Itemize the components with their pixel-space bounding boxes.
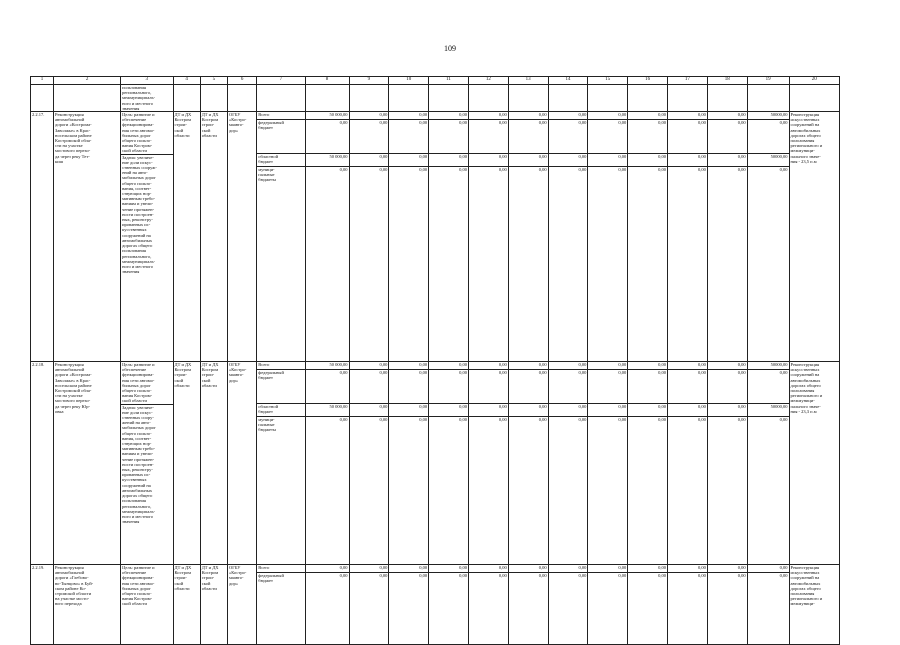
row-value-col-10 <box>389 565 429 645</box>
row-value-col-19 <box>747 362 789 565</box>
funding-value: 0,00 <box>748 120 789 154</box>
row-responsible: ДТ и ДХ Костром строи- ской области <box>173 112 200 362</box>
funding-value: 0,00 <box>588 154 627 167</box>
row-value-col-15 <box>588 565 628 645</box>
column-number-3: 3 <box>121 77 173 85</box>
funding-value: 0,00 <box>549 112 588 120</box>
row-sources <box>257 112 305 362</box>
funding-value: 0,00 <box>628 565 667 573</box>
funding-value: 0,00 <box>509 154 548 167</box>
funding-value: 0,00 <box>389 362 428 370</box>
column-number-17: 17 <box>668 77 708 85</box>
funding-value: 0,00 <box>419 417 428 423</box>
funding-value: 0,00 <box>350 565 389 573</box>
funding-value: 0,00 <box>350 404 389 417</box>
funding-value: 0,00 <box>389 565 428 573</box>
funding-value: 0,00 <box>618 167 627 173</box>
row-sources <box>257 565 305 645</box>
funding-value: 0,00 <box>509 404 548 417</box>
funding-value: 0,00 <box>668 370 707 404</box>
column-number-2: 2 <box>54 77 121 85</box>
column-number-13: 13 <box>508 77 548 85</box>
funding-value: 0,00 <box>658 417 666 423</box>
row-responsible: ДТ и ДХ Костром строи- ской области <box>173 565 200 645</box>
funding-value: 0,00 <box>588 362 627 370</box>
row-responsible: ДТ и ДХ Костром строи- ской области <box>173 362 200 565</box>
funding-value: 0,00 <box>628 154 667 167</box>
funding-value: 0,00 <box>419 573 428 579</box>
funding-source: муници- пальные бюджеты <box>258 417 277 433</box>
funding-value: 0,00 <box>350 370 389 404</box>
funding-value: 0,00 <box>509 565 548 573</box>
row-value-col-16 <box>628 112 668 362</box>
funding-value: 0,00 <box>697 417 706 423</box>
column-number-14: 14 <box>548 77 588 85</box>
funding-source: Всего <box>257 112 304 120</box>
row-sources <box>257 362 305 565</box>
funding-value: 0,00 <box>697 167 706 173</box>
row-value-col-18 <box>707 362 747 565</box>
funding-value: 0,00 <box>779 417 788 423</box>
funding-value: 50000,00 <box>748 362 789 370</box>
funding-value: 0,00 <box>588 565 627 573</box>
funding-value: 0,00 <box>628 120 667 154</box>
funding-value: 0,00 <box>628 112 667 120</box>
funding-value: 0,00 <box>748 370 789 404</box>
row-value-col-9 <box>349 362 389 565</box>
column-number-19: 19 <box>747 77 789 85</box>
column-number-10: 10 <box>389 77 429 85</box>
funding-value: 0,00 <box>708 370 747 404</box>
funding-value: 0,00 <box>779 167 788 173</box>
funding-value: 0,00 <box>350 112 389 120</box>
row-value-col-12 <box>468 565 508 645</box>
funding-value: 0,00 <box>737 417 746 423</box>
column-number-20: 20 <box>789 77 839 85</box>
funding-value: 50000,00 <box>748 404 789 417</box>
row-value-col-17 <box>668 112 708 362</box>
funding-value: 0,00 <box>350 154 389 167</box>
funding-value: 50000,00 <box>748 154 789 167</box>
funding-value: 0,00 <box>708 112 747 120</box>
funding-value: 0,00 <box>588 120 627 154</box>
funding-source: федеральный бюджет <box>258 573 284 584</box>
row-coexecutor: ДТ и ДХ Костром строи- ской области <box>200 362 227 565</box>
table-row <box>31 112 840 362</box>
column-number-15: 15 <box>588 77 628 85</box>
funding-value: 0,00 <box>538 167 547 173</box>
column-number-16: 16 <box>628 77 668 85</box>
row-value-col-14 <box>548 565 588 645</box>
funding-value: 0,00 <box>628 362 667 370</box>
funding-source: Всего <box>257 565 304 573</box>
funding-value: 0,00 <box>306 370 349 404</box>
column-number-18: 18 <box>707 77 747 85</box>
funding-value: 0,00 <box>469 404 508 417</box>
row-value-col-8 <box>305 565 349 645</box>
row-value-col-17 <box>668 565 708 645</box>
row-value-col-13 <box>508 362 548 565</box>
funding-value: 0,00 <box>379 417 388 423</box>
row-value-col-13 <box>508 112 548 362</box>
row-value-col-16 <box>628 565 668 645</box>
program-table <box>30 76 840 645</box>
funding-source: федеральный бюджет <box>257 120 304 154</box>
column-number-4: 4 <box>173 77 200 85</box>
column-number-5: 5 <box>200 77 227 85</box>
funding-value: 0,00 <box>459 573 467 579</box>
funding-value: 0,00 <box>509 370 548 404</box>
funding-value: 0,00 <box>469 362 508 370</box>
row-value-col-12 <box>468 362 508 565</box>
table-row <box>31 362 840 565</box>
row-value-col-16 <box>628 362 668 565</box>
row-value-col-18 <box>707 112 747 362</box>
funding-value: 0,00 <box>509 120 548 154</box>
row-value-col-13 <box>508 565 548 645</box>
funding-value: 0,00 <box>339 167 348 173</box>
funding-value: 0,00 <box>429 112 468 120</box>
funding-value: 0,00 <box>668 120 707 154</box>
funding-value: 0,00 <box>389 112 428 120</box>
funding-value: 0,00 <box>389 404 428 417</box>
row-goal: Цель: развитие и обеспечение функционирова- ния сети автомо- бильных дорог общего пользо- вания Костром- ской области <box>122 565 155 607</box>
row-executor: ОГБУ «Костро- маавто- дор» <box>227 362 256 565</box>
row-id: 2.2.17. <box>31 112 54 362</box>
funding-value: 0,00 <box>737 167 746 173</box>
funding-value: 0,00 <box>697 573 706 579</box>
funding-source: областной бюджет <box>257 154 304 167</box>
funding-value: 50 000,00 <box>306 362 349 370</box>
funding-value: 0,00 <box>350 120 389 154</box>
funding-value: 0,00 <box>498 573 507 579</box>
row-coexecutor: ДТ и ДХ Костром строи- ской области <box>200 112 227 362</box>
row-result: Реконструкция искусственных сооружений на автомобильных дорогах общего пользования регионального и межмуници- пального значе- ния - 23,3 п.м <box>789 362 839 565</box>
row-name: Реконструкция автомобильной дороги «Кострома- Заволжье» в Крас- носельском районе Костромской обла- сти на участке мостового перехо- да через реку Тет- киш <box>54 112 121 362</box>
row-value-col-18 <box>707 565 747 645</box>
funding-value: 0,00 <box>459 167 467 173</box>
funding-value: 0,00 <box>498 167 507 173</box>
funding-value: 0,00 <box>628 370 667 404</box>
funding-value: 0,00 <box>429 120 468 154</box>
continuation-row <box>31 85 840 112</box>
row-value-col-17 <box>668 362 708 565</box>
funding-value: 0,00 <box>429 404 468 417</box>
funding-value: 0,00 <box>668 154 707 167</box>
funding-value: 0,00 <box>509 112 548 120</box>
funding-source: муници- пальные бюджеты <box>258 167 277 183</box>
row-executor: ОГБУ «Костро- маавто- дор» <box>227 565 256 645</box>
funding-source: областной бюджет <box>257 404 304 417</box>
row-value-col-9 <box>349 112 389 362</box>
funding-value: 0,00 <box>379 167 388 173</box>
funding-value: 0,00 <box>339 417 348 423</box>
row-goal: Цель: развитие и обеспечение функционирова- ния сети автомо- бильных дорог общего пользо- вания Костром- ской области <box>121 362 172 405</box>
table-row <box>31 565 840 645</box>
funding-value: 0,00 <box>389 154 428 167</box>
row-result: Реконструкция искусственных сооружений на автомобильных дорогах общего пользования регионального и межмуници- <box>789 565 839 645</box>
row-value-col-11 <box>429 112 469 362</box>
funding-value: 50 000,00 <box>306 154 349 167</box>
funding-value: 0,00 <box>708 120 747 154</box>
column-number-8: 8 <box>305 77 349 85</box>
funding-value: 50000,00 <box>748 112 789 120</box>
funding-source: Всего <box>257 362 304 370</box>
funding-value: 50 000,00 <box>306 112 349 120</box>
funding-value: 0,00 <box>549 370 588 404</box>
row-value-col-8 <box>305 112 349 362</box>
row-value-col-10 <box>389 112 429 362</box>
funding-value: 0,00 <box>708 154 747 167</box>
row-value-col-14 <box>548 112 588 362</box>
funding-value: 0,00 <box>668 362 707 370</box>
funding-value: 0,00 <box>578 573 587 579</box>
funding-value: 0,00 <box>737 573 746 579</box>
funding-value: 0,00 <box>668 404 707 417</box>
funding-value: 0,00 <box>509 362 548 370</box>
row-goal-task <box>121 362 173 565</box>
funding-value: 0,00 <box>628 404 667 417</box>
funding-value: 0,00 <box>379 573 388 579</box>
funding-value: 0,00 <box>549 404 588 417</box>
row-id: 2.2.18. <box>31 362 54 565</box>
row-goal: Цель: развитие и обеспечение функционирова- ния сети автомо- бильных дорог общего пользо- вания Костром- ской области <box>121 112 172 155</box>
funding-value: 0,00 <box>549 362 588 370</box>
funding-value: 0,00 <box>306 120 349 154</box>
row-goal-task <box>121 565 173 645</box>
column-number-9: 9 <box>349 77 389 85</box>
row-value-col-19 <box>747 112 789 362</box>
row-value-col-14 <box>548 362 588 565</box>
row-value-col-10 <box>389 362 429 565</box>
row-result: Реконструкция искусственных сооружений на автомобильных дорогах общего пользования регионального и межмуници- пального значе- ния - 23,5 п.м <box>789 112 839 362</box>
funding-value: 0,00 <box>469 120 508 154</box>
column-number-11: 11 <box>429 77 469 85</box>
funding-value: 0,00 <box>389 120 428 154</box>
row-name: Реконструкция автомобильной дороги «Глебово- во-Тынцово» в Буй- ском районе Ко- стромской области на участке мосто- вого перехода <box>54 565 121 645</box>
funding-value: 0,00 <box>350 362 389 370</box>
row-value-col-15 <box>588 112 628 362</box>
funding-value: 0,00 <box>618 573 627 579</box>
row-value-col-9 <box>349 565 389 645</box>
funding-value: 0,00 <box>578 417 587 423</box>
funding-value: 0,00 <box>469 112 508 120</box>
row-task: Задача: увеличе- ние доли искус- ственных сооруж- ений на авто- мобильных дорог общего пользо- вания, соответ- ствующих нор- мативным требо- ваниям и увели- чение протяжен- ности построен- ных, реконстру- ированных ис- кусственных сооружений на автомобильных дорогах общего пользования регионального, межмуниципаль- ного и местного значения <box>122 154 157 275</box>
funding-value: 0,00 <box>578 167 587 173</box>
funding-value: 0,00 <box>549 565 588 573</box>
row-name: Реконструкция автомобильной дороги «Кострома- Заволжье» в Крас- носельском районе Костромской обла- сти на участке мостового перехо- да через реку Юр- овка <box>54 362 121 565</box>
funding-value: 0,00 <box>498 417 507 423</box>
funding-value: 0,00 <box>588 370 627 404</box>
funding-value: 0,00 <box>429 370 468 404</box>
funding-value: 0,00 <box>469 370 508 404</box>
funding-value: 0,00 <box>339 573 348 579</box>
funding-value: 0,00 <box>668 112 707 120</box>
funding-value: 0,00 <box>538 417 547 423</box>
funding-value: 0,00 <box>459 417 467 423</box>
row-executor: ОГБУ «Костро- маавто- дор» <box>227 112 256 362</box>
funding-value: 0,00 <box>748 565 789 573</box>
funding-value: 0,00 <box>779 573 788 579</box>
column-number-7: 7 <box>257 77 305 85</box>
row-value-col-12 <box>468 112 508 362</box>
funding-value: 50 000,00 <box>306 404 349 417</box>
column-number-row <box>31 77 840 85</box>
funding-value: 0,00 <box>658 167 666 173</box>
funding-value: 0,00 <box>429 154 468 167</box>
funding-value: 0,00 <box>469 565 508 573</box>
funding-value: 0,00 <box>429 362 468 370</box>
funding-value: 0,00 <box>389 370 428 404</box>
funding-value: 0,00 <box>538 573 547 579</box>
funding-value: 0,00 <box>668 565 707 573</box>
row-value-col-8 <box>305 362 349 565</box>
funding-value: 0,00 <box>419 167 428 173</box>
column-number-6: 6 <box>227 77 256 85</box>
page-number: 109 <box>444 44 456 53</box>
funding-value: 0,00 <box>708 565 747 573</box>
funding-source: федеральный бюджет <box>257 370 304 404</box>
funding-value: 0,00 <box>588 112 627 120</box>
row-value-col-11 <box>429 362 469 565</box>
continuation-text: пользования регионального, межмуниципаль- ного и местного значения <box>121 85 173 112</box>
row-id: 2.2.19. <box>31 565 54 645</box>
funding-value: 0,00 <box>549 154 588 167</box>
row-goal-task <box>121 112 173 362</box>
funding-value: 0,00 <box>658 573 666 579</box>
row-value-col-19 <box>747 565 789 645</box>
funding-value: 0,00 <box>708 362 747 370</box>
column-number-12: 12 <box>468 77 508 85</box>
funding-value: 0,00 <box>549 120 588 154</box>
row-task: Задача: увеличе- ние доли искус- ственных соору- жений на авто- мобильных дорог общего пользо- вания, соответ- ствующих нор- мативным требо- ваниям и увели- чение протяжен- ности построен- ных, реконстру- ированных ис- кусственных сооружений на автомобильных дорогах общего пользования регионального, межмуниципаль- ного и местного значения <box>122 404 156 525</box>
funding-value: 0,00 <box>469 154 508 167</box>
row-value-col-15 <box>588 362 628 565</box>
column-number-1: 1 <box>31 77 54 85</box>
funding-value: 0,00 <box>708 404 747 417</box>
funding-value: 0,00 <box>306 565 349 573</box>
row-value-col-11 <box>429 565 469 645</box>
row-coexecutor: ДТ и ДХ Костром строи- ской области <box>200 565 227 645</box>
funding-value: 0,00 <box>588 404 627 417</box>
funding-value: 0,00 <box>429 565 468 573</box>
funding-value: 0,00 <box>618 417 627 423</box>
